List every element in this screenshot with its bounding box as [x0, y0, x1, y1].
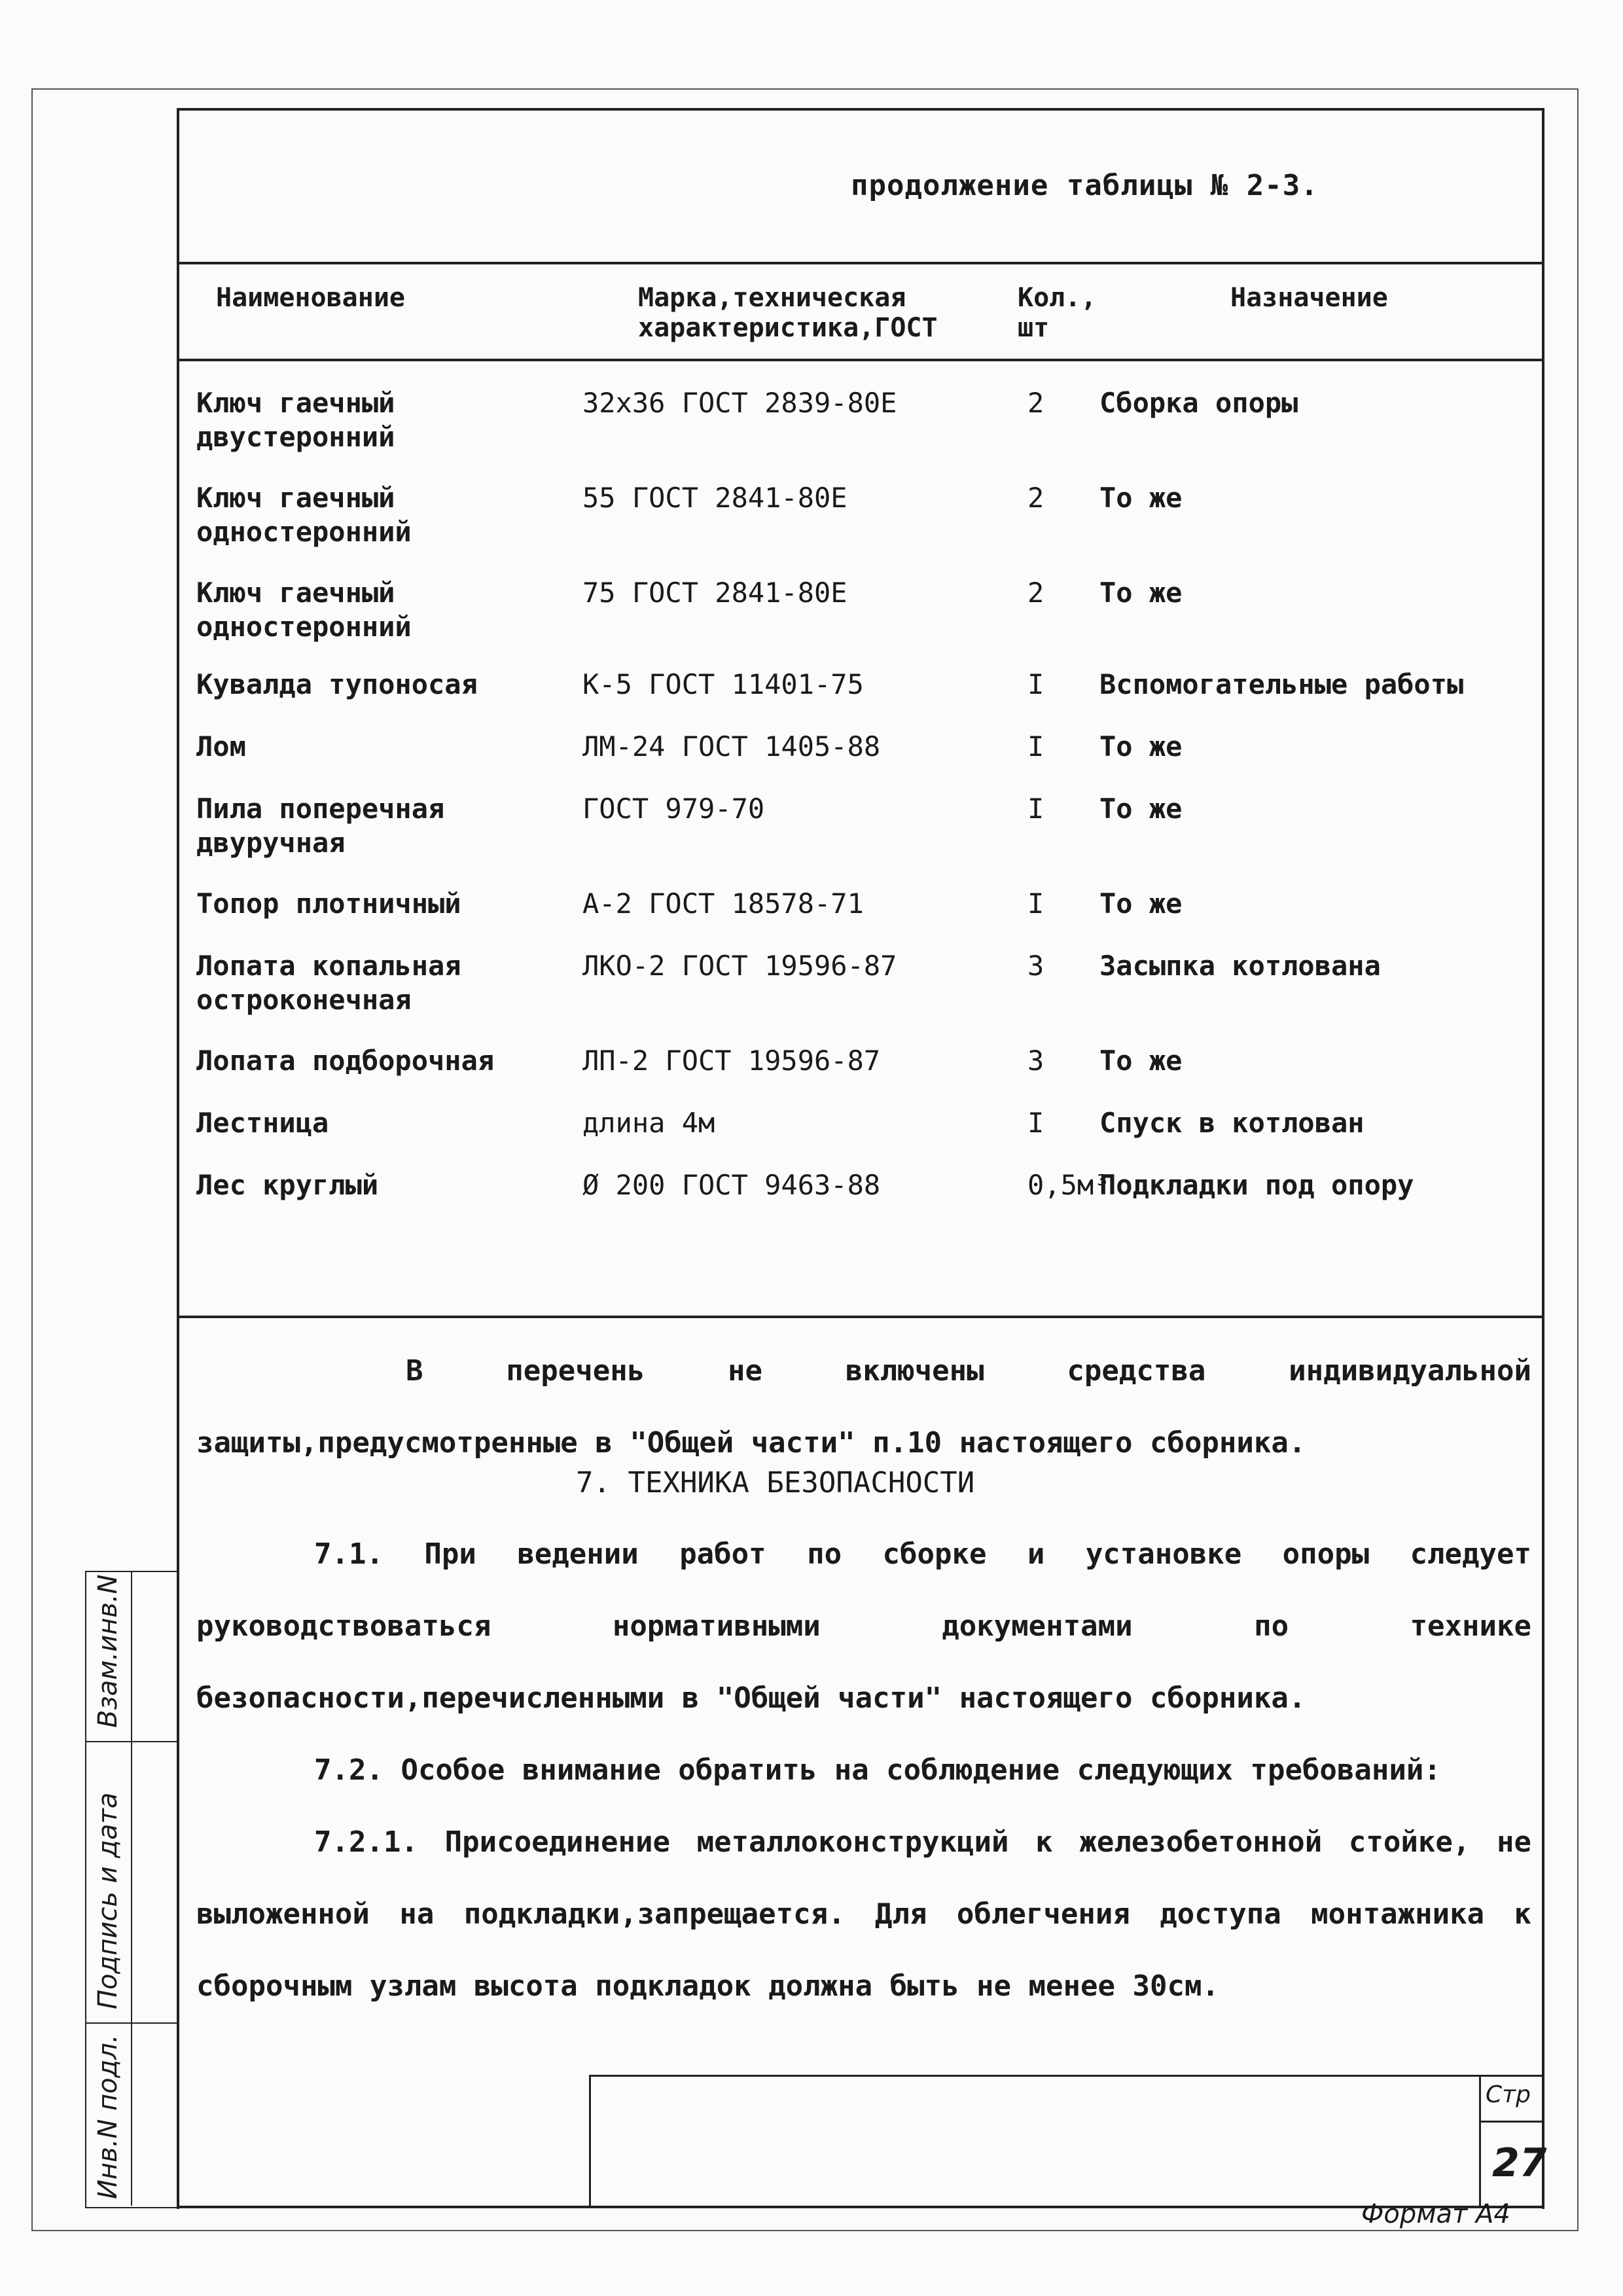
side-label-sign-date: Подпись и дата — [93, 1792, 123, 2009]
item-mark: ГОСТ 979-70 — [582, 793, 765, 825]
item-qty: 0,5м³ — [1027, 1169, 1111, 1201]
table-row — [196, 481, 1531, 560]
column-header-purpose: Назначение — [1230, 283, 1388, 313]
item-name: Лопата подборочная — [196, 1045, 495, 1077]
page-number: 27 — [1492, 2140, 1547, 2186]
item-mark: 75 ГОСТ 2841-80Е — [582, 577, 847, 609]
format-label: Формат А4 — [1361, 2199, 1510, 2229]
item-qty: I — [1027, 730, 1044, 762]
item-name: Лестница — [196, 1107, 329, 1139]
item-purpose: То же — [1099, 577, 1183, 609]
item-purpose: То же — [1099, 888, 1183, 920]
item-qty: I — [1027, 1107, 1044, 1139]
item-name: Ключ гаечный одностеронний — [196, 577, 412, 643]
item-qty: 2 — [1027, 577, 1044, 609]
item-name: Лес круглый — [196, 1169, 379, 1201]
column-header-name: Наименование — [216, 283, 405, 313]
section-title: 7. ТЕХНИКА БЕЗОПАСНОСТИ — [576, 1466, 975, 1499]
item-mark: Ø 200 ГОСТ 9463-88 — [582, 1169, 881, 1201]
side-strip-rule-2 — [85, 2022, 177, 2024]
item-mark: длина 4м — [582, 1107, 715, 1139]
item-name: Пила поперечная двуручная — [196, 793, 445, 859]
table-row — [196, 1168, 1531, 1247]
item-purpose: Подкладки под опору — [1099, 1169, 1414, 1201]
item-qty: 3 — [1027, 950, 1044, 982]
item-qty: I — [1027, 888, 1044, 920]
item-qty: 2 — [1027, 387, 1044, 419]
item-qty: 3 — [1027, 1045, 1044, 1077]
item-purpose: Вспомогательные работы — [1099, 668, 1464, 700]
table-row — [196, 576, 1531, 655]
column-header-qty: Кол., шт — [1018, 283, 1097, 343]
table-row — [196, 949, 1531, 1028]
item-mark: ЛКО-2 ГОСТ 19596-87 — [582, 950, 897, 982]
frame-right-line — [1542, 108, 1544, 2209]
side-label-inv-replace: Взам.инв.N — [93, 1574, 123, 1728]
item-qty: I — [1027, 668, 1044, 700]
item-purpose: То же — [1099, 482, 1183, 514]
item-purpose: Спуск в котлован — [1099, 1107, 1364, 1139]
side-label-inv-orig: Инв.N подл. — [93, 2034, 123, 2199]
item-name: Лопата копальная остроконечная — [196, 950, 461, 1016]
side-strip-divider — [131, 1571, 132, 2206]
table-row — [196, 386, 1531, 465]
frame-top-line — [177, 108, 1544, 111]
item-name: Ключ гаечный двустеронний — [196, 387, 395, 453]
paragraph-7-2-1: 7.2.1. Присоединение металлоконструкций к железобетонной стойке, не выложенной на подкладки,запрещается. Для облегчения доступа монтажника к сборочным узлам высота подкладок должна быть не менее 30см. — [196, 1825, 1531, 2003]
item-qty: 2 — [1027, 482, 1044, 514]
item-mark: ЛМ-24 ГОСТ 1405-88 — [582, 730, 881, 762]
item-mark: ЛП-2 ГОСТ 19596-87 — [582, 1045, 881, 1077]
table-bottom-rule — [177, 1316, 1544, 1318]
table-row — [196, 792, 1531, 870]
table-continuation-title: продолжение таблицы № 2-3. — [851, 169, 1319, 202]
table-header-rule — [177, 359, 1544, 361]
item-mark: 55 ГОСТ 2841-80Е — [582, 482, 847, 514]
item-purpose: То же — [1099, 793, 1183, 825]
paragraph-7-2: 7.2. Особое внимание обратить на соблюдение следующих требований: — [314, 1753, 1441, 1787]
page-box-divider — [1479, 2121, 1542, 2123]
item-mark: К-5 ГОСТ 11401-75 — [582, 668, 864, 700]
paragraph-7-1: 7.1. При ведении работ по сборке и установке опоры следует руководствоваться нормативными документами по технике безопасности,перечисленными в "Общей части" настоящего сборника. — [196, 1537, 1531, 1715]
title-block — [589, 2075, 1544, 2208]
item-purpose: Сборка опоры — [1099, 387, 1298, 419]
column-header-mark: Марка,техническая характеристика,ГОСТ — [638, 283, 938, 343]
item-mark: 32х36 ГОСТ 2839-80Е — [582, 387, 897, 419]
item-name: Топор плотничный — [196, 888, 461, 920]
side-strip-rule-1 — [85, 1741, 177, 1742]
excluded-items-note: В перечень не включены средства индивидуальной защиты,предусмотренные в "Общей части" п.10 настоящего сборника. — [196, 1354, 1531, 1460]
page-label: Стр — [1486, 2081, 1531, 2108]
item-purpose: То же — [1099, 730, 1183, 762]
item-name: Ключ гаечный одностеронний — [196, 482, 412, 548]
item-name: Кувалда тупоносая — [196, 668, 478, 700]
item-name: Лом — [196, 730, 246, 762]
item-qty: I — [1027, 793, 1044, 825]
item-purpose: То же — [1099, 1045, 1183, 1077]
table-top-rule — [177, 262, 1544, 264]
item-purpose: Засыпка котлована — [1099, 950, 1381, 982]
item-mark: А-2 ГОСТ 18578-71 — [582, 888, 864, 920]
